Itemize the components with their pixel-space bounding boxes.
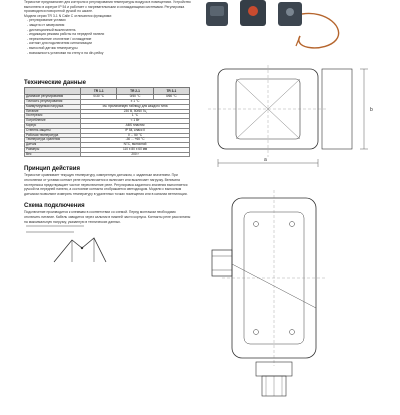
principle-paragraph: Термостат сравнивает текущую температуру, измеренную датчиком, с заданным значением. При отклонении от уставки контакт реле переключается и включает или выключает нагрузку. Величина гистерезиса предотвращает частое переключение реле. Регулировка заданного значения выполняется ручкой на передней панели, а состояние контакта отображается светодиодом. Модели с выносным датчиком позволяют измерять температуру в удаленных точках помещения или в каналах вентиляции.	[24, 173, 188, 196]
spec-header-cell: TR 1-1	[81, 88, 117, 95]
spec-value-cell: IP 54, класс II	[81, 128, 190, 133]
spec-value-cell: 110 x 80 x 60 мм	[81, 147, 190, 152]
spec-value-cell: NTC, выносной	[81, 143, 190, 148]
feature-list-item: - выносной датчик температуры	[27, 45, 78, 50]
options-title: Модели серии TR 3-1 N Calle C отличаются функциями:	[24, 13, 113, 18]
spec-value-cell: < 1 Вт	[81, 119, 190, 124]
feature-list-item: - индикация режима работы на передней панели	[27, 32, 105, 37]
spec-value-cell: ABS пластик	[81, 123, 190, 128]
spec-value-cell: 230 В, 50/60 Гц	[81, 109, 190, 114]
spec-row-label: Диапазон регулирования	[25, 95, 81, 100]
height-dimension-label: b	[370, 107, 373, 113]
spec-row-label: Питание	[25, 109, 81, 114]
text-column	[24, 0, 192, 269]
spec-row-label: Коммутируемая нагрузка	[25, 104, 81, 109]
spec-value-cell: 0/60 °C	[153, 95, 189, 100]
spec-row-label: Размеры	[25, 147, 81, 152]
spec-value-cell: 200 г	[81, 152, 190, 157]
spec-header-cell: TR 2-1	[117, 88, 153, 95]
spec-value-cell: 0/40 °C	[117, 95, 153, 100]
front-view-drawing	[196, 65, 386, 185]
spec-row-label: Точность регулирования	[25, 99, 81, 104]
table-row	[25, 152, 190, 157]
spec-header-cell: TR 3-1	[153, 88, 189, 95]
product-photo	[196, 0, 386, 60]
spec-row-label: Рабочая температура	[25, 133, 81, 138]
spec-row-label: Корпус	[25, 123, 81, 128]
feature-list-item: - переключение отопление / охлаждение	[27, 36, 92, 41]
feature-list-item: - контакт для подключения сигнализации	[27, 41, 92, 46]
side-view-drawing	[196, 190, 386, 410]
spec-value-cell: ± 1 °C	[81, 99, 190, 104]
wiring-title: Схема подключения	[24, 203, 85, 210]
spec-row-label: Вес	[25, 152, 81, 157]
spec-row-label: Температура хранения	[25, 138, 81, 143]
spec-value-cell: 1 °C	[81, 114, 190, 119]
feature-list-item: - возможность установки на стену и на din-рейку	[27, 50, 104, 55]
spec-row-label: Степень защиты	[25, 128, 81, 133]
spec-row-label: Датчик	[25, 143, 81, 148]
feature-list-item: - дистанционный выключатель	[27, 27, 76, 32]
spec-value-cell: -30 ... +60 °C	[81, 138, 190, 143]
drawing-column	[196, 0, 386, 400]
spec-value-cell: 0/30 °C	[81, 95, 117, 100]
wiring-diagram	[24, 224, 192, 264]
feature-list	[24, 18, 192, 55]
width-dimension-label: a	[264, 157, 267, 163]
feature-list-item: - защита от замерзания	[27, 22, 65, 27]
wiring-paragraph: Подключение производится к клеммам в соответствии со схемой. Перед монтажом необходимо отключить питание. Кабель заводится через сальник в нижней части корпуса. Контакты реле рассчитаны на максимальную нагрузку, указанную в технических данных.	[24, 210, 191, 224]
spec-row-label: Гистерезис	[25, 114, 81, 119]
table-row	[25, 104, 190, 109]
principle-title: Принцип действия	[24, 166, 80, 173]
spec-value-cell: см. прилагаемую таблицу для каждого типа	[81, 104, 190, 109]
feature-list-item: - регулирование уставки	[27, 18, 66, 23]
spec-value-cell: 0 ... 50 °C	[81, 133, 190, 138]
spec-table	[24, 87, 190, 157]
intro-paragraph: Термостат предназначен для контроля и регулирования температуры воздуха в помещениях. Устройство выполнено в корпусе IP 54 и работает с нагревательными и охлаждающими системами. Регулировка производится поворотной ручкой по шкале.	[24, 0, 191, 14]
tech-data-title: Технические данные	[24, 80, 86, 87]
spec-row-label: Потребление	[25, 119, 81, 124]
